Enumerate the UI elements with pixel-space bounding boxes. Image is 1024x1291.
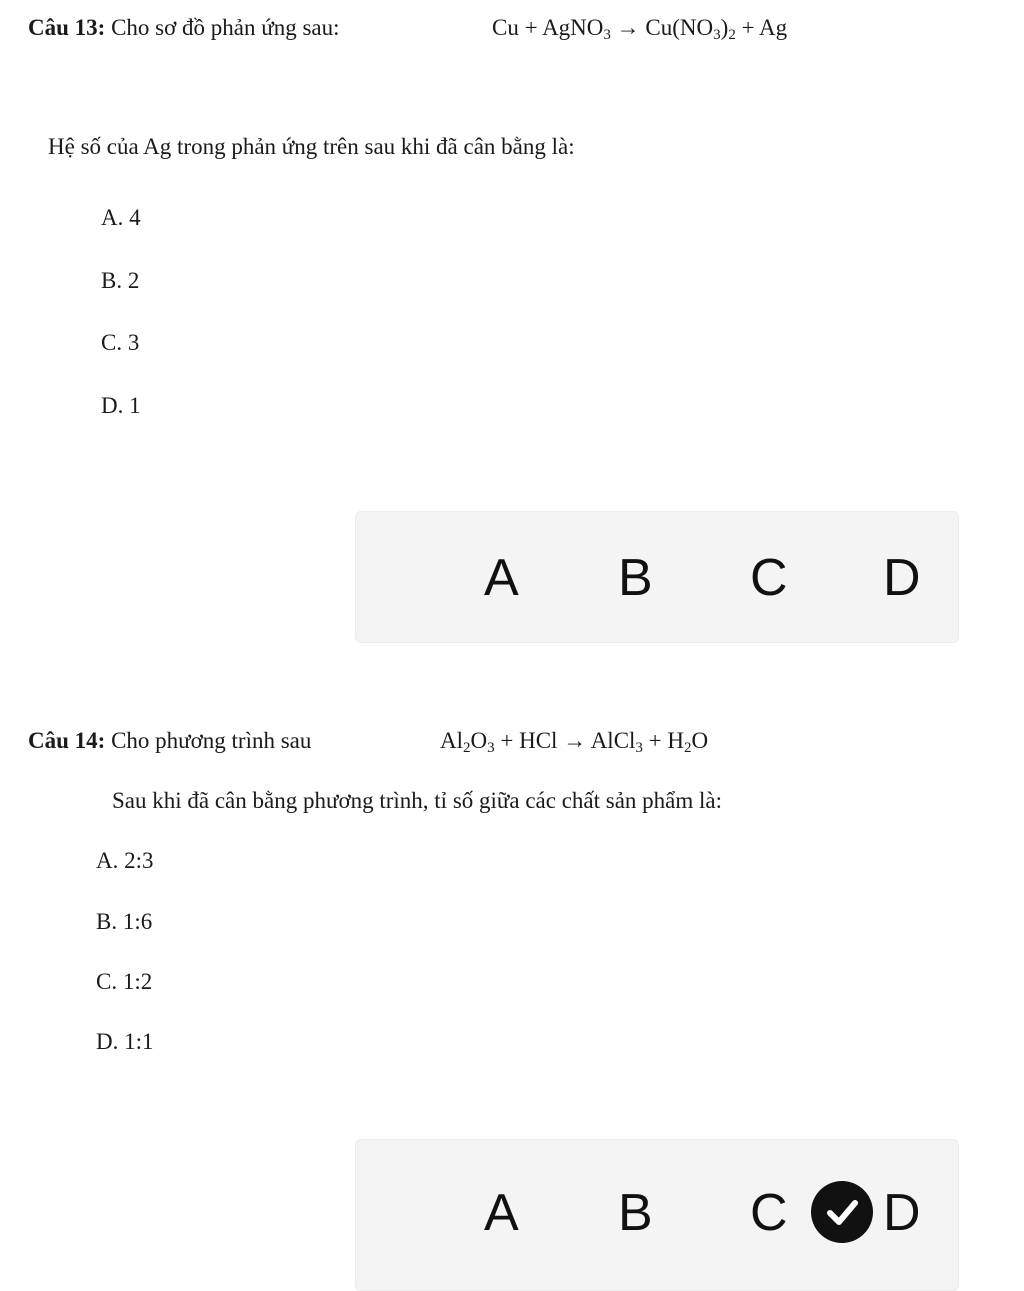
question-14-header	[28, 728, 311, 754]
question-13-header	[28, 15, 340, 41]
question-14-prompt: Sau khi đã cân bằng phương trình, tỉ số giữa các chất sản phẩm là:	[112, 788, 723, 813]
plus-sign: +	[524, 15, 538, 40]
reaction-formula-13	[492, 15, 787, 41]
product-alcl3: AlCl$_3$	[590, 728, 643, 756]
question-number: Câu 13:	[28, 15, 106, 40]
plus-sign: +	[648, 728, 662, 753]
answer-panel-13	[355, 511, 959, 643]
check-circle-icon	[811, 1181, 873, 1243]
answer-button-b[interactable]: B	[618, 549, 653, 607]
product-h2o: $H_2O$	[667, 728, 709, 756]
answer-button-d[interactable]: D	[883, 549, 921, 607]
answer-button-c[interactable]: C	[750, 1184, 788, 1242]
answer-button-a[interactable]: A	[484, 1184, 519, 1242]
option-a: A. 4	[101, 205, 141, 230]
option-d: D. 1	[101, 393, 141, 418]
plus-sign: +	[741, 15, 755, 40]
reaction-arrow: →	[616, 15, 640, 40]
answer-button-c[interactable]: C	[750, 549, 788, 607]
option-d: D. 1:1	[96, 1029, 154, 1054]
answer-button-d-selected[interactable]: D	[883, 1184, 921, 1242]
question-intro: Cho phương trình sau	[111, 728, 312, 753]
product-ag: Ag	[759, 15, 788, 40]
plus-sign: +	[500, 728, 514, 753]
product-cuno32: $Cu(NO_3)_2$	[645, 15, 736, 43]
option-b: B. 2	[101, 268, 140, 293]
question-13-prompt: Hệ số của Ag trong phản ứng trên sau khi đã cân bằng là:	[48, 134, 575, 159]
option-c: C. 3	[101, 330, 140, 355]
answer-panel-14	[355, 1139, 959, 1291]
reaction-arrow: →	[563, 728, 587, 753]
answer-button-a[interactable]: A	[484, 549, 519, 607]
question-number: Câu 14:	[28, 728, 106, 753]
answer-button-b[interactable]: B	[618, 1184, 653, 1242]
option-c: C. 1:2	[96, 969, 153, 994]
option-b: B. 1:6	[96, 909, 153, 934]
reactant-hcl: HCl	[519, 728, 558, 753]
option-a: A. 2:3	[96, 848, 154, 873]
question-intro: Cho sơ đồ phản ứng sau:	[111, 15, 340, 40]
checkmark-icon	[822, 1192, 862, 1232]
reactant-al2o3: $Al_2O_3$	[440, 728, 495, 756]
reaction-formula-14	[440, 728, 708, 754]
reactant-cu: Cu	[492, 15, 519, 40]
reactant-agno3: AgNO$_3$	[542, 15, 611, 43]
